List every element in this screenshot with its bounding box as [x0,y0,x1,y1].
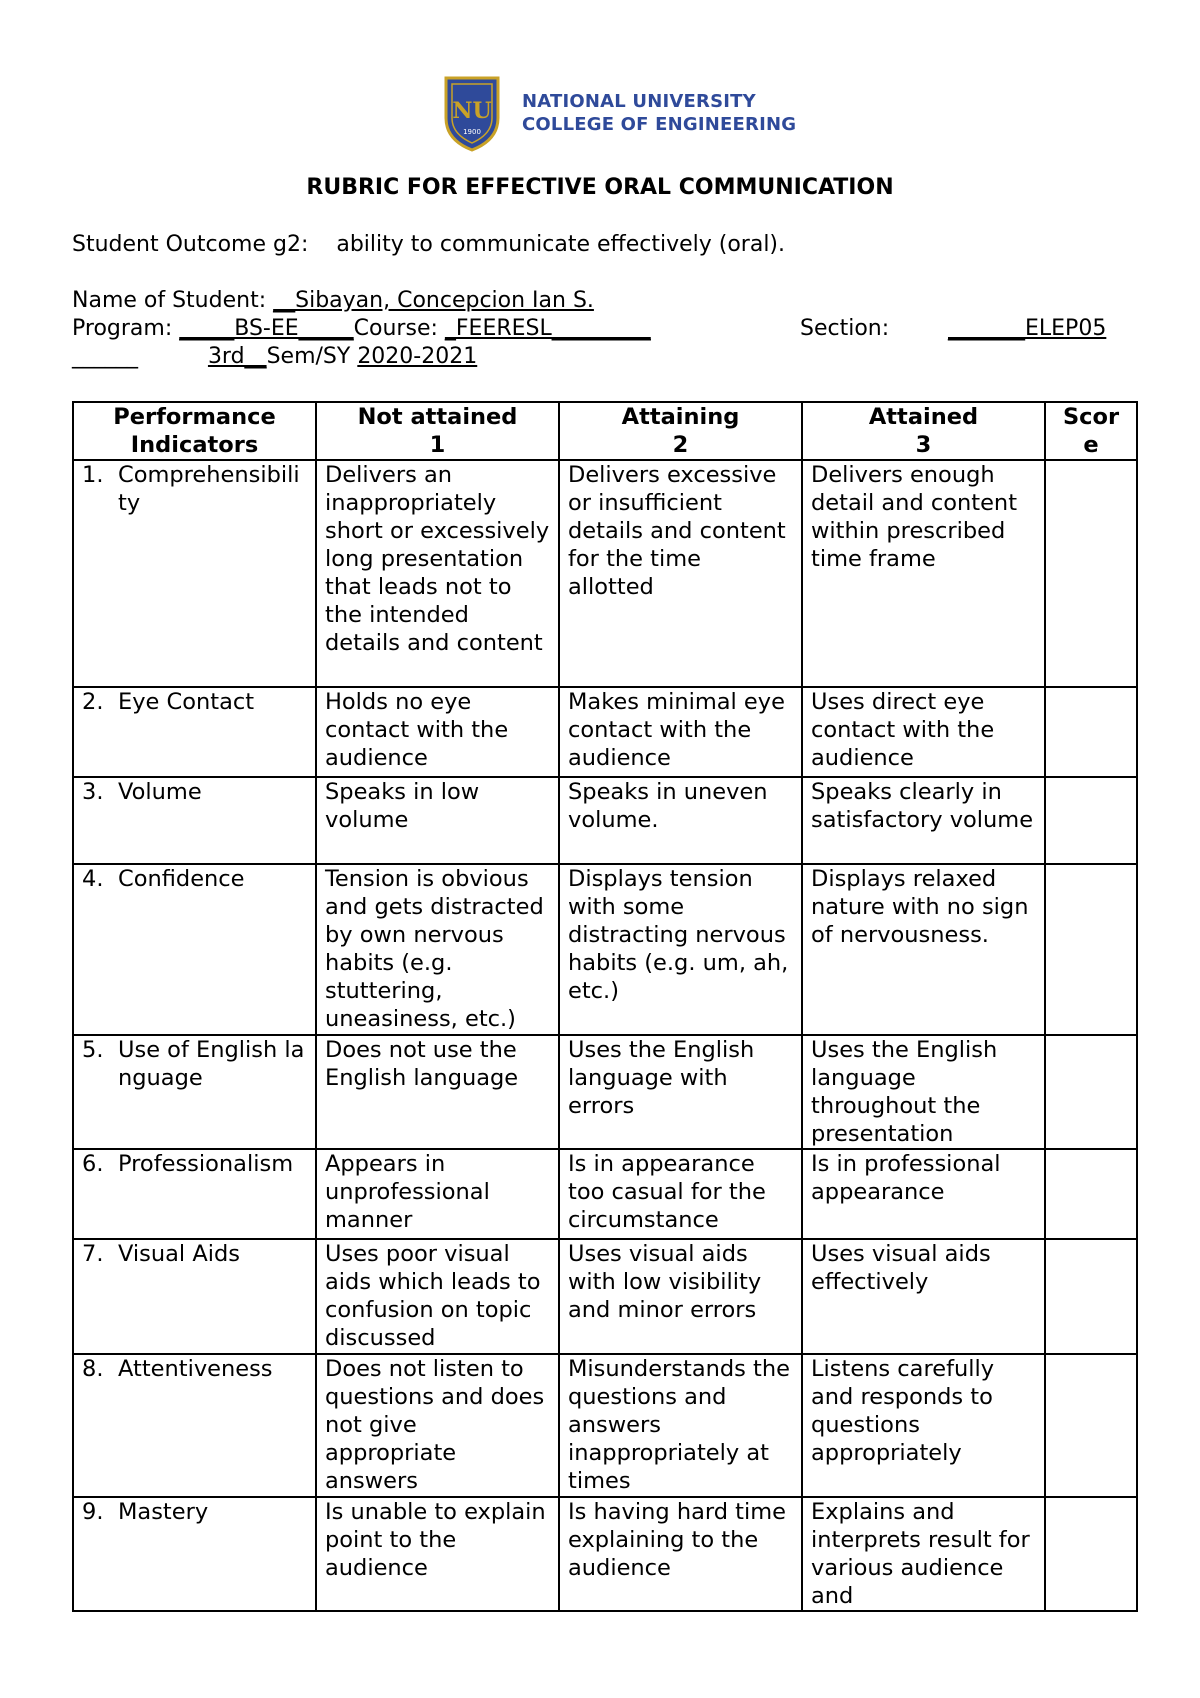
indicator-cell [73,777,316,864]
header-performance-indicators: Performance Indicators [73,402,316,460]
section-label: Section: [800,316,890,341]
indicator-label: Attentiveness [118,1356,273,1382]
row-number: 7. [82,1241,104,1267]
university-name: NATIONAL UNIVERSITY [522,91,756,112]
rubric-table [72,401,1138,1612]
table-row [73,1035,1137,1149]
row-number: 2. [82,689,104,715]
attaining-cell: Speaks in uneven volume. [559,777,802,864]
row-number: 1. [82,462,104,488]
score-cell[interactable] [1045,864,1137,1035]
attained-cell: Speaks clearly in satisfactory volume [802,777,1045,864]
row-number: 4. [82,866,104,892]
program-value: _____BS-EE_____ [179,316,354,341]
table-row [73,460,1137,687]
attained-cell: Uses visual aids effectively [802,1239,1045,1354]
indicator-cell [73,1149,316,1239]
student-outcome-label: Student Outcome g2: [72,232,309,257]
attained-cell: Uses direct eye contact with the audience [802,687,1045,777]
table-row [73,1239,1137,1354]
score-cell[interactable] [1045,777,1137,864]
indicator-cell [73,864,316,1035]
indicator-cell [73,460,316,687]
section-line [800,316,889,341]
score-cell[interactable] [1045,1354,1137,1497]
row-number: 8. [82,1356,104,1382]
semester-value: 3rd__ [207,344,267,369]
row-number: 9. [82,1499,104,1525]
seal-year: 1900 [463,128,481,136]
indicator-cell [73,1354,316,1497]
program-label: Program: [72,316,173,341]
table-row [73,777,1137,864]
indicator-label: Use of English language [118,1037,305,1091]
indicator-label: Mastery [118,1499,209,1525]
semester-label: Sem/SY [266,344,351,369]
score-cell[interactable] [1045,460,1137,687]
indicator-label: Volume [118,779,202,805]
attaining-cell: Is in appearance too casual for the circumstance [559,1149,802,1239]
score-cell[interactable] [1045,1239,1137,1354]
course-value: _FEERESL_________ [444,316,651,341]
attaining-cell: Is having hard time explaining to the audience [559,1497,802,1611]
not-attained-cell: Speaks in low volume [316,777,559,864]
not-attained-cell: Does not use the English language [316,1035,559,1149]
indicator-label: Visual Aids [118,1241,240,1267]
attaining-cell: Makes minimal eye contact with the audience [559,687,802,777]
indicator-cell [73,1239,316,1354]
student-name-line [72,288,594,313]
seal-letters: NU [452,98,492,124]
student-name-value: __Sibayan, Concepcion Ian S. [273,288,594,313]
section-continuation: ______ [72,344,138,369]
score-cell[interactable] [1045,1149,1137,1239]
course-label: Course: [353,316,438,341]
school-year-value: 2020-2021 [357,344,478,369]
table-row [73,687,1137,777]
student-outcome-line [72,232,785,257]
table-row [73,1149,1137,1239]
semester-line [72,344,477,369]
attaining-cell: Misunderstands the questions and answers inappropriately at times [559,1354,802,1497]
attained-cell: Listens carefully and responds to questions appropriately [802,1354,1045,1497]
attaining-cell: Delivers excessive or insufficient details and content for the time allotted [559,460,802,687]
header-attained: Attained 3 [802,402,1045,460]
header-logo [440,74,796,152]
section-value: _______ELEP05 [948,316,1107,341]
indicator-cell [73,1497,316,1611]
not-attained-cell: Is unable to explain point to the audience [316,1497,559,1611]
university-seal-icon [440,74,504,152]
row-number: 5. [82,1037,104,1063]
table-row [73,1497,1137,1611]
score-cell[interactable] [1045,1035,1137,1149]
section-value-wrap [948,316,1106,341]
not-attained-cell: Delivers an inappropriately short or excessively long presentation that leads not to the intended details and content [316,460,559,687]
score-cell[interactable] [1045,687,1137,777]
row-number: 3. [82,779,104,805]
indicator-cell [73,687,316,777]
indicator-label: Professionalism [118,1151,294,1177]
indicator-label: Eye Contact [118,689,255,715]
attaining-cell: Uses the English language with errors [559,1035,802,1149]
row-number: 6. [82,1151,104,1177]
indicator-label: Comprehensibility [118,462,300,516]
header-score: Scor e [1045,402,1137,460]
attained-cell: Uses the English language throughout the presentation [802,1035,1045,1149]
attaining-cell: Displays tension with some distracting nervous habits (e.g. um, ah, etc.) [559,864,802,1035]
table-row [73,864,1137,1035]
header-attaining: Attaining 2 [559,402,802,460]
attained-cell: Displays relaxed nature with no sign of nervousness. [802,864,1045,1035]
attained-cell: Delivers enough detail and content within prescribed time frame [802,460,1045,687]
not-attained-cell: Tension is obvious and gets distracted by own nervous habits (e.g. stuttering, uneasiness, etc.) [316,864,559,1035]
attaining-cell: Uses visual aids with low visibility and minor errors [559,1239,802,1354]
table-header-row [73,402,1137,460]
not-attained-cell: Holds no eye contact with the audience [316,687,559,777]
not-attained-cell: Does not listen to questions and does not give appropriate answers [316,1354,559,1497]
college-name: COLLEGE OF ENGINEERING [522,114,797,135]
student-name-label: Name of Student: [72,288,267,313]
student-outcome-value: ability to communicate effectively (oral). [336,232,786,257]
not-attained-cell: Uses poor visual aids which leads to confusion on topic discussed [316,1239,559,1354]
indicator-cell [73,1035,316,1149]
table-row [73,1354,1137,1497]
page-title: RUBRIC FOR EFFECTIVE ORAL COMMUNICATION [306,175,894,200]
attained-cell: Is in professional appearance [802,1149,1045,1239]
score-cell[interactable] [1045,1497,1137,1611]
not-attained-cell: Appears in unprofessional manner [316,1149,559,1239]
indicator-label: Confidence [118,866,245,892]
header-not-attained: Not attained 1 [316,402,559,460]
attained-cell: Explains and interprets result for various audience and [802,1497,1045,1611]
program-line [72,316,651,341]
